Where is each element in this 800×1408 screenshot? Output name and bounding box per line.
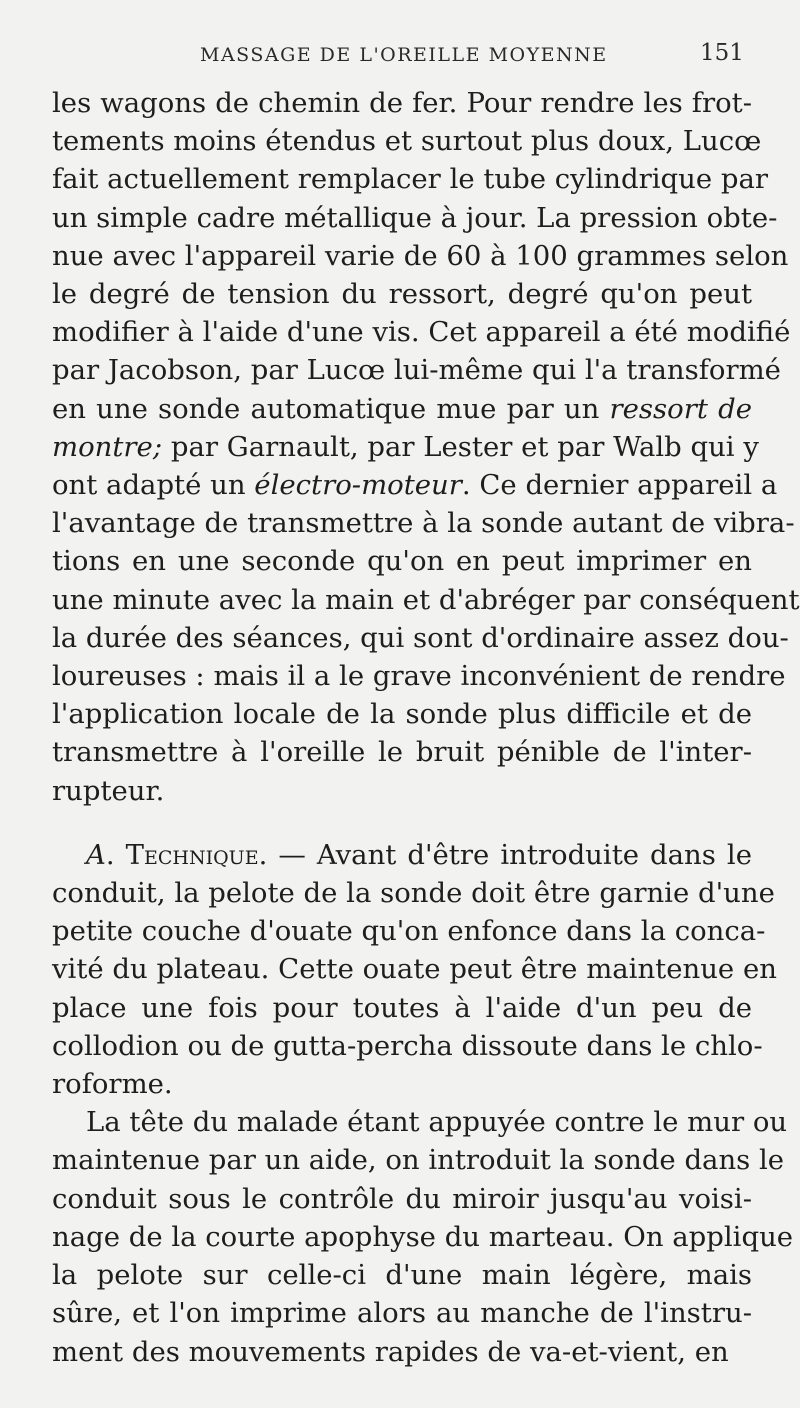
text-run: rupteur.: [52, 774, 165, 807]
text-line: [52, 390, 752, 428]
text-line: [52, 912, 766, 950]
text-run: tions en une seconde qu'on en peut imprimer en: [52, 545, 752, 578]
text-run: l'application locale de la sonde plus difficile et de: [52, 698, 752, 731]
text-run: Technique: [125, 838, 259, 871]
text-line: [52, 772, 752, 810]
text-line: [52, 1218, 794, 1256]
text-run: le degré de tension du ressort, degré qu'on peut: [52, 278, 752, 311]
text-line: [52, 733, 752, 771]
text-run: fait actuellement remplacer le tube cylindrique par: [52, 163, 769, 196]
text-line: [52, 160, 769, 198]
body-text: [52, 84, 800, 1371]
text-run: collodion ou de gutta-percha dissoute dans le chlo-: [52, 1029, 763, 1062]
text-run: la pelote sur celle-ci d'une main légère, mais: [52, 1259, 752, 1292]
paragraph: [52, 84, 800, 810]
text-run: sûre, et l'on imprime alors au manche de l'instru-: [52, 1297, 752, 1330]
text-line: [52, 1256, 752, 1294]
text-run: La tête du malade étant appuyée contre le mur ou: [86, 1106, 788, 1139]
text-run: par Jacobson, par Lucœ lui-même qui l'a transformé: [52, 354, 781, 387]
text-line: [52, 275, 752, 313]
text-run: nue avec l'appareil varie de 60 à 100 grammes selon: [52, 239, 789, 272]
text-run: . Ce dernier appareil a: [461, 469, 778, 502]
text-line: [52, 989, 752, 1027]
text-run: place une fois pour toutes à l'aide d'un peu de: [52, 991, 752, 1024]
text-run: les wagons de chemin de fer. Pour rendre les frot-: [52, 87, 752, 119]
text-line: [52, 657, 786, 695]
paragraph: [52, 1103, 794, 1370]
italic-run: A: [86, 838, 106, 871]
italic-run: montre;: [52, 430, 163, 463]
text-line: [52, 542, 752, 580]
italic-run: électro-moteur: [254, 469, 462, 502]
header-title: MASSAGE DE L'OREILLE MOYENNE: [200, 44, 608, 66]
text-run: une minute avec la main et d'abréger par conséquent: [52, 583, 800, 616]
text-line: [52, 199, 778, 237]
text-run: un simple cadre métallique à jour. La pression obte-: [52, 201, 778, 234]
text-run: loureuses : mais il a le grave inconvénient de rendre: [52, 660, 786, 693]
text-run: transmettre à l'oreille le bruit pénible de l'inter-: [52, 736, 752, 769]
text-run: tements moins étendus et surtout plus doux, Lucœ: [52, 125, 762, 158]
text-run: nage de la courte apophyse du marteau. On applique: [52, 1220, 794, 1253]
text-line: [52, 466, 778, 504]
text-line: [52, 1103, 788, 1141]
page-number: 151: [700, 40, 744, 66]
text-run: ment des mouvements rapides de va-et-vient, en: [52, 1335, 729, 1368]
text-run: la durée des séances, qui sont d'ordinaire assez dou-: [52, 621, 789, 654]
text-line: [52, 313, 791, 351]
italic-run: ressort de: [609, 392, 752, 425]
text-run: par Garnault, par Lester et par Walb qui y: [162, 430, 759, 463]
text-line: [52, 874, 775, 912]
text-line: [52, 84, 752, 122]
text-line: [52, 581, 800, 619]
text-line: [52, 1294, 752, 1332]
text-line: [52, 1027, 763, 1065]
text-line: [52, 836, 752, 874]
text-run: vité du plateau. Cette ouate peut être maintenue en: [52, 953, 777, 986]
text-line: [52, 619, 789, 657]
text-line: [52, 504, 795, 542]
text-line: [52, 428, 759, 466]
text-run: ont adapté un: [52, 469, 255, 502]
text-run: l'avantage de transmettre à la sonde autant de vibra-: [52, 507, 795, 540]
text-line: [52, 237, 789, 275]
text-line: [52, 1333, 752, 1371]
text-line: [52, 1141, 785, 1179]
text-line: [52, 122, 762, 160]
text-line: [52, 950, 777, 988]
text-run: modifier à l'aide d'une vis. Cet appareil a été modifié: [52, 316, 791, 349]
paragraph: [52, 836, 777, 1103]
text-run: conduit, la pelote de la sonde doit être garnie d'une: [52, 877, 775, 910]
text-run: petite couche d'ouate qu'on enfonce dans la conca-: [52, 915, 766, 948]
text-run: conduit sous le contrôle du miroir jusqu'au voisi-: [52, 1182, 752, 1215]
text-run: roforme.: [52, 1068, 173, 1101]
text-run: en une sonde automatique mue par un: [52, 392, 610, 425]
text-line: [52, 1065, 752, 1103]
text-run: maintenue par un aide, on introduit la sonde dans le: [52, 1144, 785, 1177]
text-line: [52, 1180, 752, 1218]
running-head: [0, 38, 800, 72]
paragraph-gap: [52, 810, 752, 836]
text-run: . — Avant d'être introduite dans le: [258, 838, 752, 871]
text-line: [52, 695, 752, 733]
text-run: .: [105, 838, 126, 871]
text-line: [52, 351, 781, 389]
